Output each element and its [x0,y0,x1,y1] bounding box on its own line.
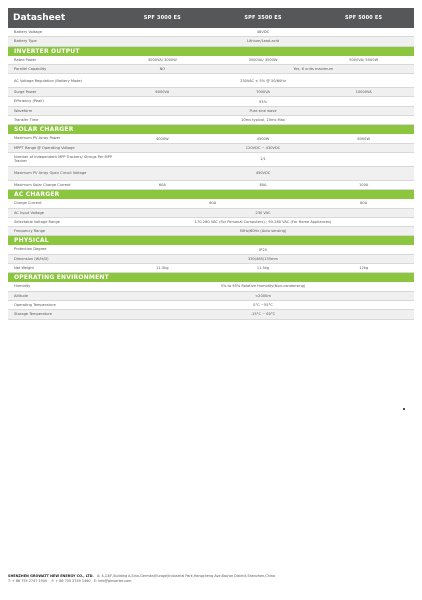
row-value: 450VDC [255,171,271,176]
row-label: Humidity [14,284,31,289]
table-row [8,264,414,273]
row-label: Maximum Solar Charge Current [14,182,71,187]
row-value: 100A [359,183,369,188]
footer-phone: T: + 86 755 2747 1900 [8,579,48,583]
row-value: 5000VA/ 5000W [349,57,379,62]
section-header: INVERTER OUTPUT [8,47,414,56]
table-row [8,209,414,218]
row-value: 120VDC ~ 430VDC [245,145,281,150]
row-label: Charge Current [14,201,42,206]
model-header-1: SPF 3000 ES [143,15,181,21]
table-row [8,227,414,236]
row-value: Lithium/Lead-acid [246,39,280,44]
section-header: AC CHARGER [8,190,414,199]
row-label: Storage Temperature [14,312,52,317]
row-label: Maximum PV Array Open Circuit Voltage [14,171,87,176]
section-header: PHYSICAL [8,236,414,245]
model-header-3: SPF 5000 ES [345,15,383,21]
table-row [8,37,414,46]
row-label: Dimension (W/H/D) [14,256,49,261]
row-value: Yes, 6 units maximum [293,67,334,72]
row-value: Pure sine wave [249,108,277,113]
row-label: Battery Voltage [14,29,42,34]
row-value: 170-280 VAC (For Personal Computers) ; 90-280 VAC (For Home Appliances) [194,220,332,224]
table-row [8,88,414,97]
row-label: Efficiency (Peak) [14,99,44,104]
row-value: 11.5kg [256,266,270,271]
datasheet-title: Datasheet [13,13,66,23]
table-row [8,74,414,88]
row-value: 12kg [359,266,369,271]
table-row [8,116,414,125]
row-value: 50Hz/60Hz (Auto sensing) [239,229,287,234]
row-label: Frequency Range [14,229,46,234]
row-value: 4000W [155,136,169,141]
row-value: <2000m [255,293,271,298]
row-value: 80A [259,183,267,188]
row-value: 7000VA [256,90,270,95]
table-row [8,301,414,310]
row-label: Transfer Time [14,118,39,123]
table-row [8,310,414,319]
row-value: 330/485/135mm [247,256,278,261]
row-label: Operating Temperature [14,302,56,307]
row-label: MPPT Range @ Operating Voltage [14,145,75,150]
footer-fax: F: + 86 755 2749 1460 [51,579,91,583]
table-row [8,144,414,153]
row-value: 6000VA [155,90,170,95]
table-row [8,65,414,74]
row-value: 10ms typical, 20ms Max [241,118,285,123]
table-row [8,181,414,190]
table-row [8,107,414,116]
section-header: OPERATING ENVIRONMENT [8,273,414,282]
row-label: Protection Degree [14,247,47,252]
row-value: 3500VA/ 3500W [248,57,278,62]
table-row [8,199,414,208]
table-row [8,97,414,106]
row-value: IP20 [259,247,267,252]
stray-dot [403,408,405,410]
footer-email: E: info@ginverter.com [93,579,132,583]
row-label: Surge Power [14,90,37,95]
table-row [8,153,414,167]
table-row [8,218,414,227]
table-row [8,28,414,37]
model-header-2: SPF 3500 ES [244,15,282,21]
row-label: Maximum PV Array Power [14,136,61,141]
footer-address: A: 4-13/F,Building A,Sino-German(Europe)Industrial Park,Hangcheng Ave,Bao'an District,Shenzhen,China [96,574,275,578]
row-label: Waveform [14,108,33,113]
row-value: 5% to 95% Relative Humidity(Non-condensing) [220,284,306,289]
row-label: Parallel Capability [14,66,47,71]
row-value: 1/1 [260,157,266,162]
table-row [8,245,414,254]
row-label: Number of Independent MPP Trackers/ Strings Per MPP Tracker [14,155,112,164]
row-label: Altitude [14,293,29,298]
section-header: SOLAR CHARGER [8,125,414,134]
table-row [8,167,414,181]
row-value: 48VDC [256,30,270,35]
row-value: 230 VAC [255,210,271,215]
table-row [8,255,414,264]
footer [8,574,414,584]
row-value: 0°C ~55°C [253,303,273,308]
row-value: 4500W [256,136,270,141]
row-value: 230VAC ± 5% @ 50/60Hz [240,78,286,83]
row-label: Selectable Voltage Range [14,219,60,224]
row-value: 60A [209,201,217,206]
table-body [8,28,414,320]
row-value: NO [159,67,166,72]
row-label: Net Weight [14,266,34,271]
table-row [8,134,414,143]
datasheet-table [8,8,414,320]
footer-company: SHENZHEN GROWATT NEW ENERGY CO., LTD. [8,574,94,578]
table-row [8,292,414,301]
row-label: AC Voltage Regulation (Battery Mode) [14,78,83,83]
row-value: 6000W [357,136,371,141]
row-value: 60A [158,183,166,188]
row-value: 10000VA [355,90,372,95]
row-label: Rated Power [14,57,37,62]
row-label: AC Input Voltage [14,210,44,215]
row-value: 3000VA/ 3000W [147,57,177,62]
row-value: 93% [259,99,267,104]
table-row [8,56,414,65]
row-value: 11.5kg [156,266,169,271]
row-value: 80A [360,201,368,206]
row-label: Battery Type [14,39,37,44]
table-header [8,8,414,28]
table-row [8,282,414,291]
row-value: -15°C ~ 60°C [250,312,276,317]
